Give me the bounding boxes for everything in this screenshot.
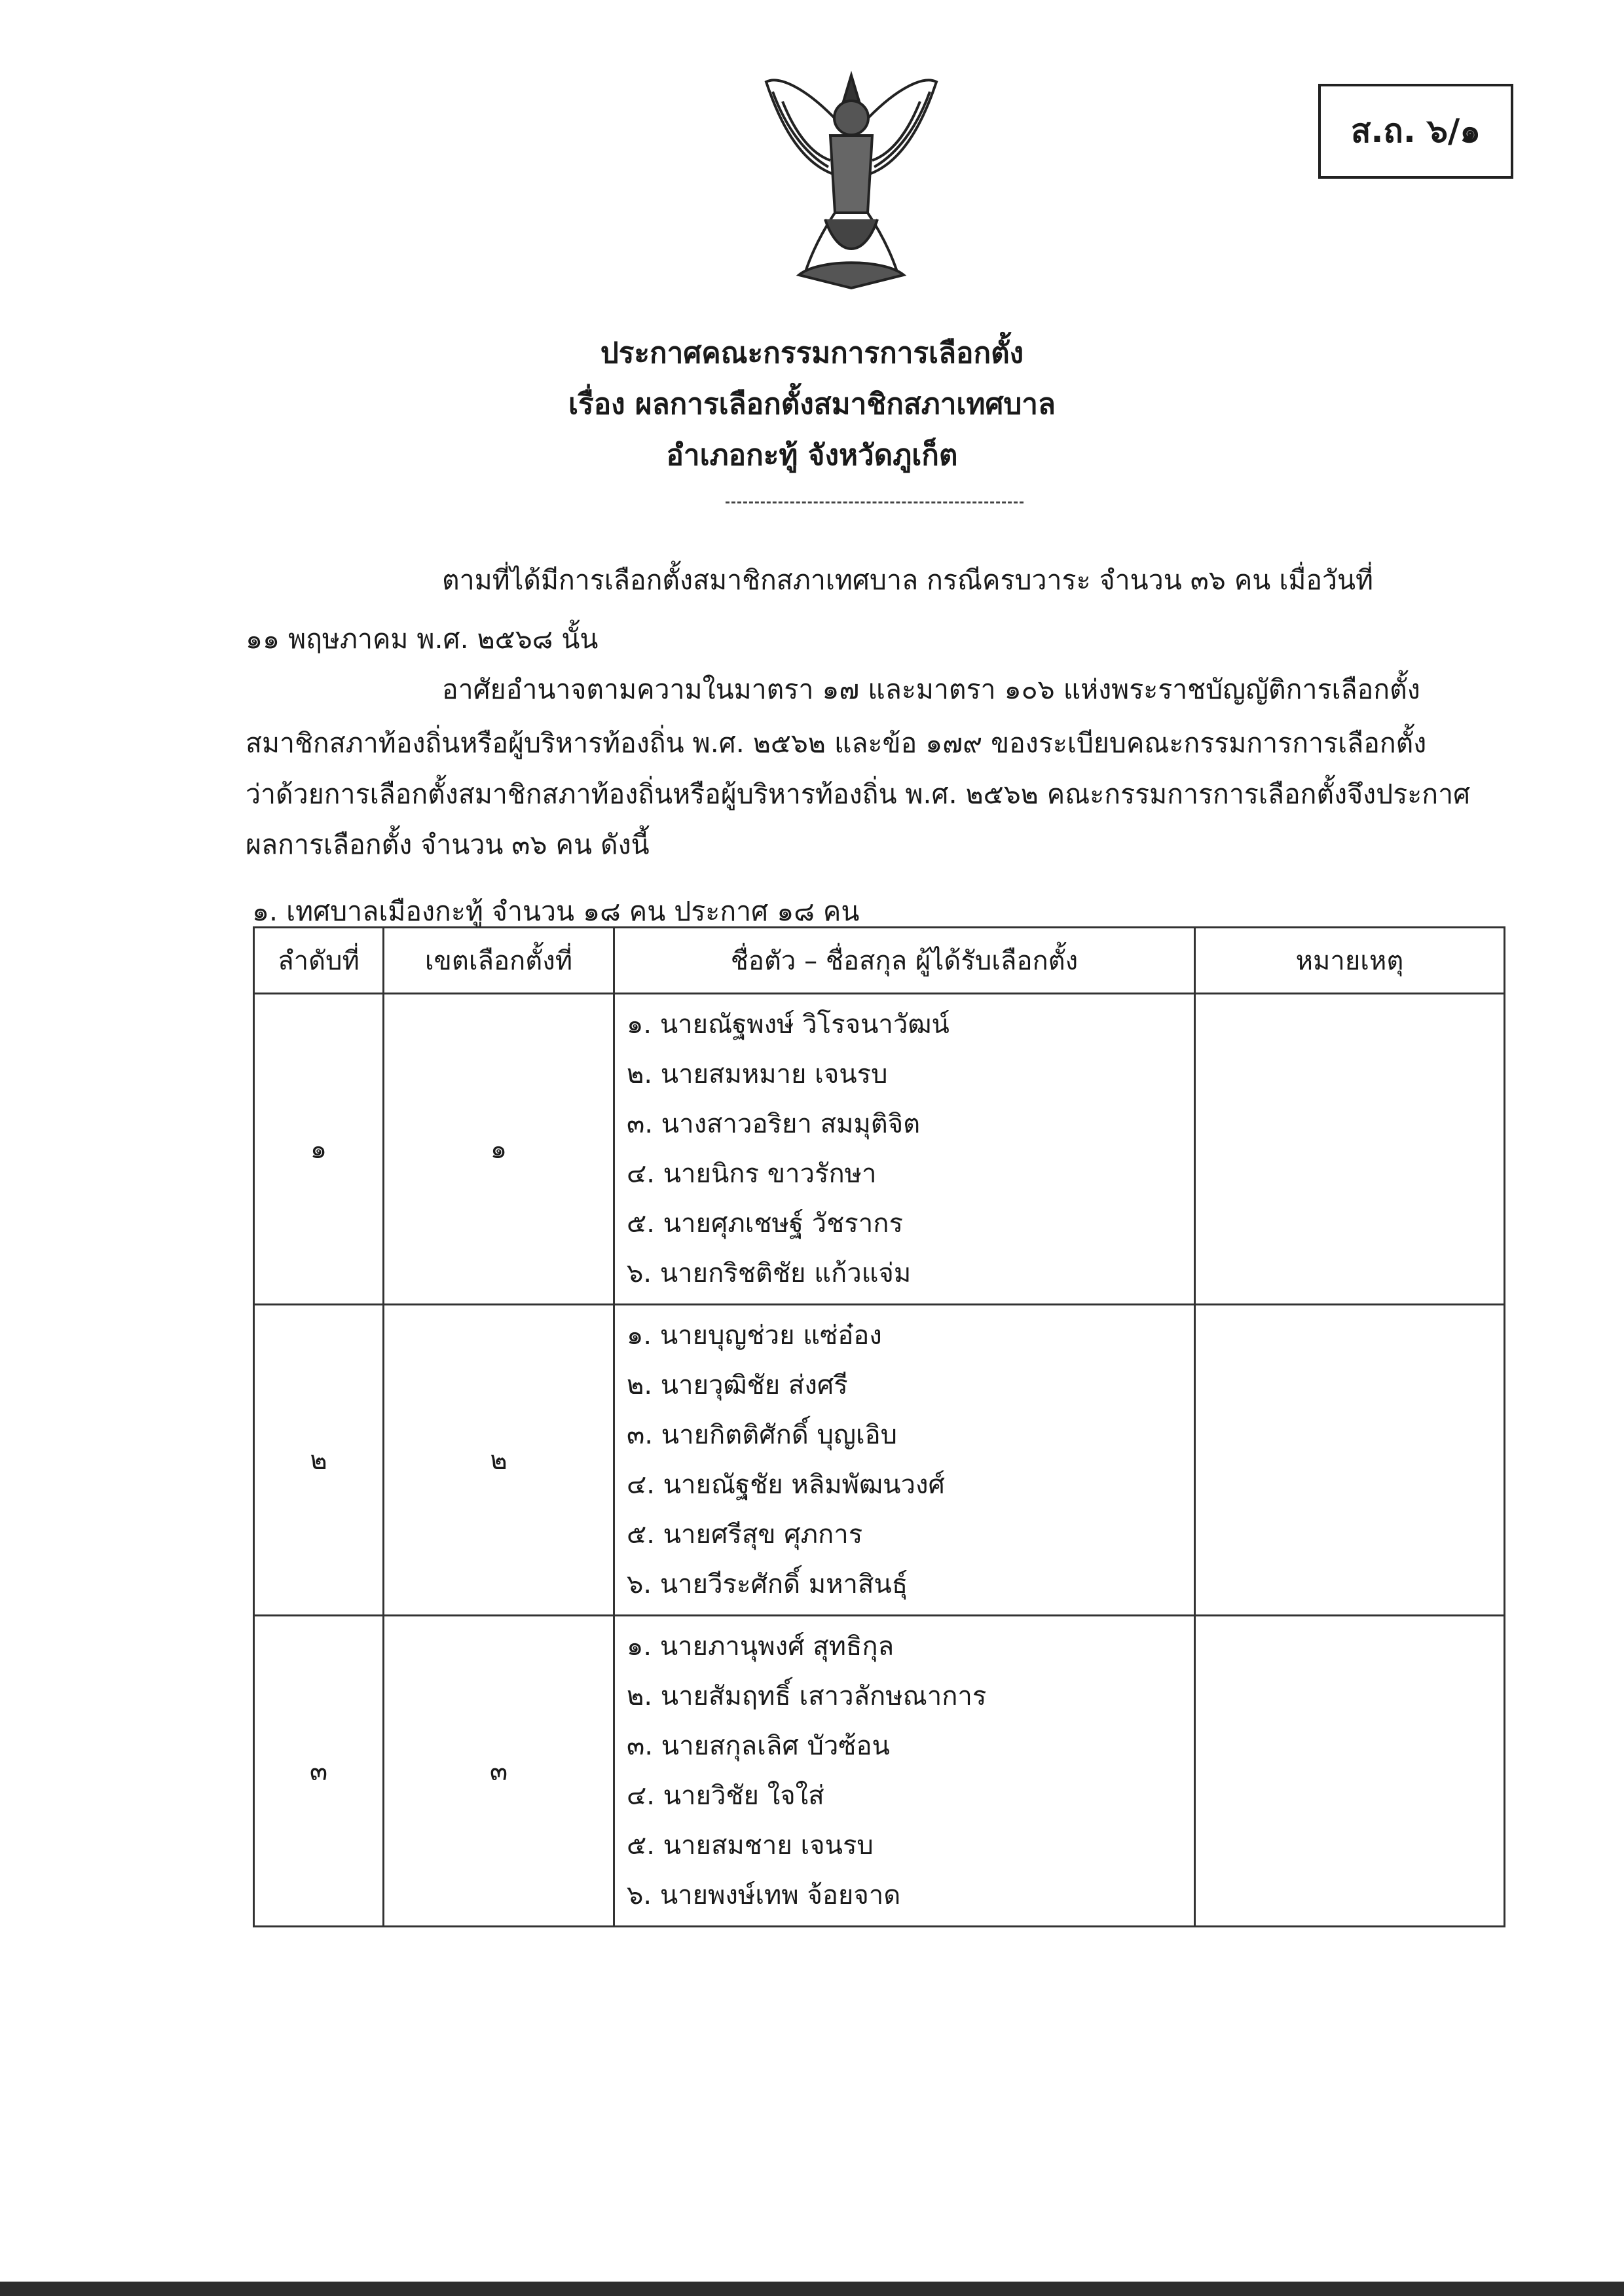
- elected-name: ๕. นายศุภเชษฐ์ วัชรากร: [627, 1209, 903, 1239]
- row-remark: [1195, 1305, 1505, 1616]
- row-district: ๑: [384, 994, 614, 1305]
- elected-name: ๓. นางสาวอริยา สมมุติจิต: [627, 1109, 921, 1139]
- paragraph-1-line-2: ๑๑ พฤษภาคม พ.ศ. ๒๕๖๘ นั้น: [246, 623, 599, 655]
- row-district: ๓: [384, 1616, 614, 1927]
- announcement-title: ประกาศคณะกรรมการการเลือกตั้ง: [600, 337, 1024, 370]
- elected-name: ๒. นายวุฒิชัย ส่งศรี: [627, 1370, 848, 1400]
- row-order: ๑: [254, 994, 384, 1305]
- elected-name: ๔. นายณัฐชัย หลิมพัฒนวงศ์: [627, 1470, 945, 1500]
- elected-name: ๕. นายศรีสุข ศุภการ: [627, 1520, 863, 1550]
- table-row: [254, 1616, 1505, 1927]
- announcement-location: อำเภอกะทู้ จังหวัดภูเก็ต: [666, 439, 958, 472]
- table-row: [254, 1305, 1505, 1616]
- elected-name: ๖. นายพงษ์เทพ จ้อยจาด: [627, 1880, 901, 1910]
- row-names: [614, 1305, 1195, 1616]
- elected-name: ๔. นายวิชัย ใจใส่: [627, 1781, 824, 1811]
- elected-name: ๓. นายกิตติศักดิ์ บุญเอิบ: [627, 1420, 898, 1450]
- row-order: ๒: [254, 1305, 384, 1616]
- column-header-names: ชื่อตัว – ชื่อสกุล ผู้ได้รับเลือกตั้ง: [614, 928, 1195, 994]
- elected-name: ๑. นายภานุพงศ์ สุทธิกุล: [627, 1631, 895, 1662]
- elected-name: ๔. นายนิกร ขาวรักษา: [627, 1159, 877, 1189]
- garuda-emblem-icon: [760, 62, 943, 295]
- row-remark: [1195, 1616, 1505, 1927]
- elected-name: ๒. นายสมหมาย เจนรบ: [627, 1059, 888, 1089]
- column-header-order: ลำดับที่: [254, 928, 384, 994]
- row-order: ๓: [254, 1616, 384, 1927]
- paragraph-2-line-1: อาศัยอำนาจตามความในมาตรา ๑๗ และมาตรา ๑๐๖ แห่งพระราชบัญญัติการเลือกตั้ง: [442, 674, 1420, 705]
- elected-name: ๖. นายวีระศักดิ์ มหาสินธุ์: [627, 1569, 908, 1599]
- section-1-label: ๑. เทศบาลเมืองกะทู้ จำนวน ๑๘ คน ประกาศ ๑๘ คน: [252, 896, 860, 927]
- paragraph-2-line-2: สมาชิกสภาท้องถิ่นหรือผู้บริหารท้องถิ่น พ.ศ. ๒๕๖๒ และข้อ ๑๗๙ ของระเบียบคณะกรรมการการเลือกตั้ง: [246, 727, 1427, 759]
- elected-name: ๑. นายบุญช่วย แซ่อ๋อง: [627, 1321, 882, 1351]
- table-row: [254, 994, 1505, 1305]
- header-divider: [726, 501, 1024, 503]
- row-district: ๒: [384, 1305, 614, 1616]
- elected-name: ๒. นายสัมฤทธิ์ เสาวลักษณาการ: [627, 1681, 987, 1711]
- paragraph-2-line-3: ว่าด้วยการเลือกตั้งสมาชิกสภาท้องถิ่นหรือผู้บริหารท้องถิ่น พ.ศ. ๒๕๖๒ คณะกรรมการการเลือกตั้งจึงประกาศ: [246, 778, 1471, 810]
- row-names: [614, 994, 1195, 1305]
- row-names: [614, 1616, 1195, 1927]
- election-results-table: [253, 926, 1505, 1927]
- column-header-district: เขตเลือกตั้งที่: [384, 928, 614, 994]
- column-header-remark: หมายเหตุ: [1195, 928, 1505, 994]
- elected-name: ๓. นายสกุลเลิศ บัวซ้อน: [627, 1731, 890, 1761]
- table-header-row: [254, 928, 1505, 994]
- form-code-box: [1318, 84, 1513, 179]
- announcement-subject: เรื่อง ผลการเลือกตั้งสมาชิกสภาเทศบาล: [568, 388, 1056, 421]
- row-remark: [1195, 994, 1505, 1305]
- paragraph-2-line-4: ผลการเลือกตั้ง จำนวน ๓๖ คน ดังนี้: [246, 829, 650, 860]
- scan-edge-strip: [0, 2282, 1624, 2296]
- paragraph-1-line-1: ตามที่ได้มีการเลือกตั้งสมาชิกสภาเทศบาล กรณีครบวาระ จำนวน ๓๖ คน เมื่อวันที่: [442, 564, 1374, 596]
- elected-name: ๕. นายสมชาย เจนรบ: [627, 1831, 874, 1861]
- elected-name: ๑. นายณัฐพงษ์ วิโรจนาวัฒน์: [627, 1010, 950, 1040]
- form-code-text: ส.ถ. ๖/๑: [1351, 112, 1481, 150]
- elected-name: ๖. นายกริชติชัย แก้วแจ่ม: [627, 1258, 912, 1288]
